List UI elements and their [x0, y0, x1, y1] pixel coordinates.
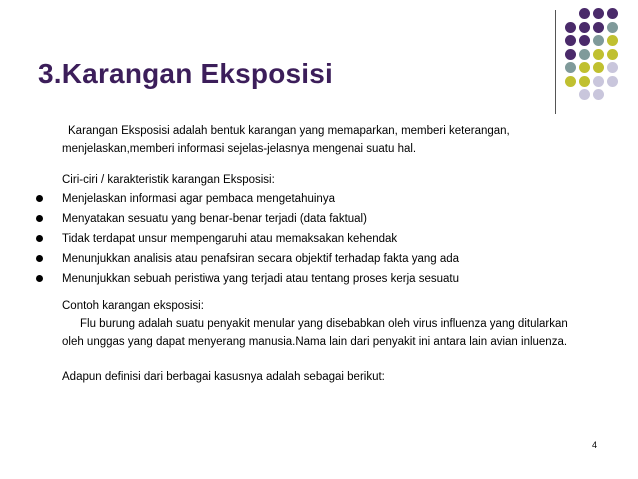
page-number: 4 [592, 440, 598, 450]
intro-paragraph: Karangan Eksposisi adalah bentuk karangan yang memaparkan, memberi keterangan, menjelaskan,memberi informasi sejelas-jelasnya mengenai suatu hal. [62, 125, 510, 155]
decorative-dot [607, 35, 618, 46]
bullet-icon [36, 215, 43, 222]
decorative-dot [565, 22, 576, 33]
decorative-dot [593, 35, 604, 46]
decorative-dot [607, 8, 618, 19]
decorative-dot [607, 62, 618, 73]
decorative-dot-grid [565, 8, 637, 110]
decorative-dot [593, 8, 604, 19]
list-item-text: Menunjukkan sebuah peristiwa yang terjadi atau tentang proses kerja sesuatu [62, 273, 459, 285]
decorative-dot [565, 49, 576, 60]
bullet-icon [36, 255, 43, 262]
bullet-icon [36, 235, 43, 242]
list-item-text: Menyatakan sesuatu yang benar-benar terjadi (data faktual) [62, 213, 367, 225]
list-item-text: Tidak terdapat unsur mempengaruhi atau memaksakan kehendak [62, 233, 398, 245]
decorative-dot [593, 49, 604, 60]
decorative-dot [579, 89, 590, 100]
decorative-dot [579, 8, 590, 19]
decorative-dot [593, 62, 604, 73]
list-item [34, 209, 459, 229]
decorative-dot [565, 76, 576, 87]
decorative-dot [593, 76, 604, 87]
decorative-dot [579, 62, 590, 73]
list-item [34, 189, 459, 209]
decorative-dot [579, 49, 590, 60]
example-heading: Contoh karangan eksposisi: [62, 300, 204, 312]
list-item-text: Menjelaskan informasi agar pembaca mengetahuinya [62, 193, 335, 205]
decorative-dot [565, 35, 576, 46]
characteristics-list [34, 189, 459, 289]
list-item [34, 229, 459, 249]
decorative-dot [607, 22, 618, 33]
example-paragraph: Flu burung adalah suatu penyakit menular yang disebabkan oleh virus influenza yang ditularkan oleh unggas yang dapat menyerang manusia.Nama lain dari penyakit ini antara lain avian inluenza. [62, 318, 568, 348]
divider-line [555, 10, 556, 114]
bullet-icon [36, 195, 43, 202]
slide-title: 3.Karangan Eksposisi [38, 58, 334, 89]
decorative-dot [607, 49, 618, 60]
decorative-dot [579, 76, 590, 87]
decorative-dot [593, 22, 604, 33]
definition-intro: Adapun definisi dari berbagai kasusnya adalah sebagai berikut: [62, 371, 385, 383]
decorative-dot [593, 89, 604, 100]
decorative-dot [579, 22, 590, 33]
bullet-icon [36, 275, 43, 282]
decorative-dot [607, 76, 618, 87]
list-item [34, 269, 459, 289]
list-item [34, 249, 459, 269]
list-item-text: Menunjukkan analisis atau penafsiran secara objektif terhadap fakta yang ada [62, 253, 460, 265]
characteristics-heading: Ciri-ciri / karakteristik karangan Eksposisi: [62, 174, 275, 186]
decorative-dot [579, 35, 590, 46]
decorative-dot [565, 62, 576, 73]
